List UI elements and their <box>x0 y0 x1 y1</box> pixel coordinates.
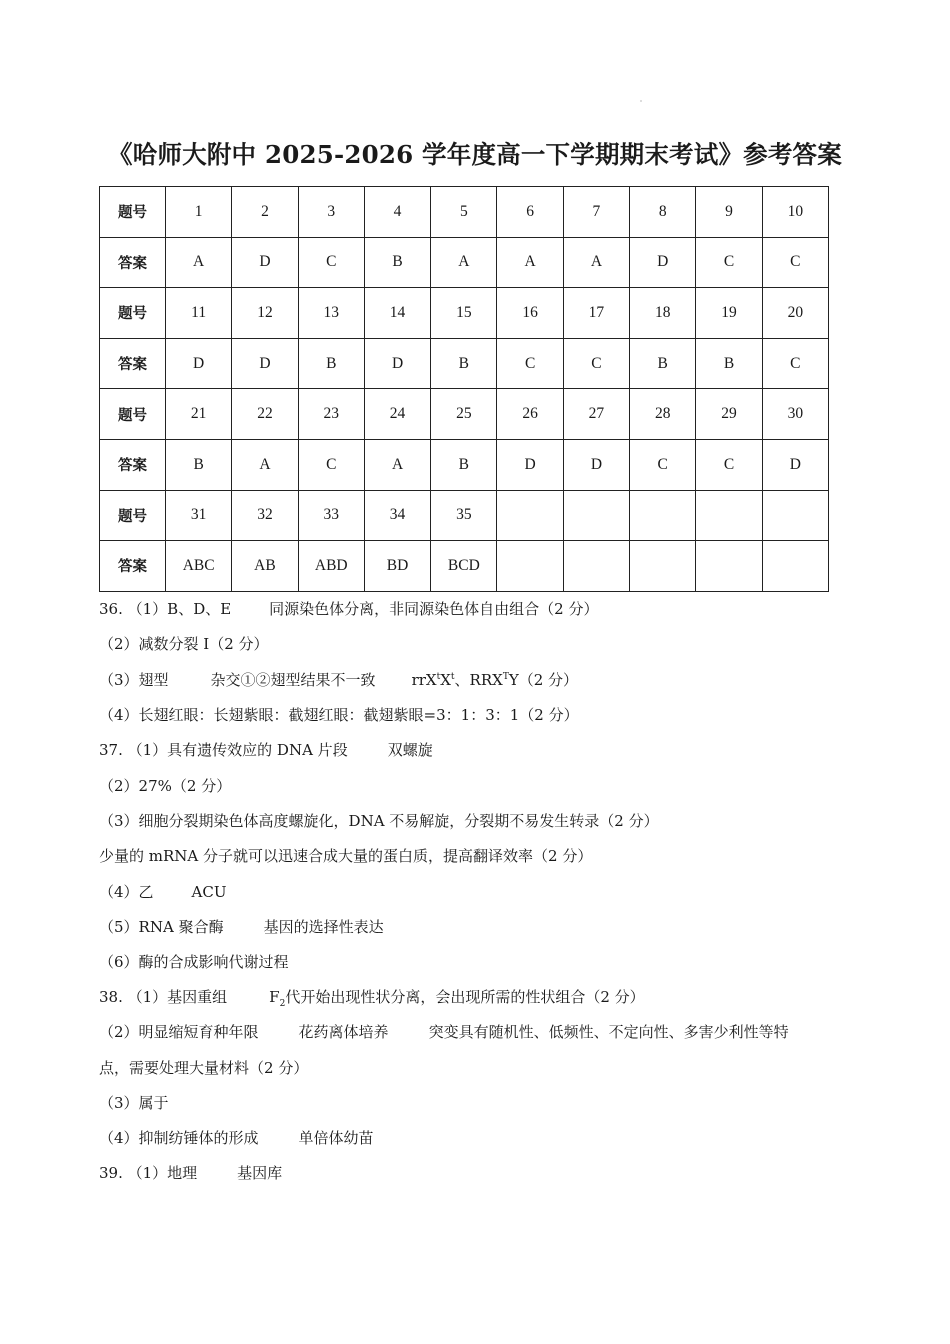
answer-cell: BCD <box>431 541 497 592</box>
answer-label-cell: 答案 <box>100 439 166 490</box>
number-cell <box>762 490 828 541</box>
number-cell: 20 <box>762 288 828 339</box>
number-cell: 7 <box>563 187 629 238</box>
answer-label-cell: 答案 <box>100 338 166 389</box>
answer-table <box>99 186 829 592</box>
answer-cell: ABD <box>298 541 364 592</box>
answer-cell: C <box>630 439 696 490</box>
q37-line-1: 37. （1）具有遗传效应的 DNA 片段 双螺旋 <box>99 741 433 759</box>
answer-cell: D <box>563 439 629 490</box>
answer-cell: D <box>762 439 828 490</box>
answer-cell: A <box>364 439 430 490</box>
q36-line-3: （3）翅型 杂交①②翅型结果不一致 $rrX^tX^t$、$RRX^TY(2$ 分） <box>99 671 579 689</box>
f2-generation: $F_2$代开始出现性状分离，会出现所需的性状组合（2 分） <box>269 988 645 1009</box>
number-cell: 35 <box>431 490 497 541</box>
answer-cell: B <box>298 338 364 389</box>
number-cell: 15 <box>431 288 497 339</box>
number-row <box>100 389 829 440</box>
number-cell: 14 <box>364 288 430 339</box>
number-cell: 19 <box>696 288 762 339</box>
q37-line-2: （2）27%（2 分） <box>99 777 232 795</box>
q38-line-4: （3）属于 <box>99 1094 169 1112</box>
number-cell: 11 <box>166 288 232 339</box>
answer-cell: C <box>696 439 762 490</box>
answer-cell: B <box>696 338 762 389</box>
number-cell: 10 <box>762 187 828 238</box>
genotype-formula: $rrX^tX^t$、$RRX^TY(2$ 分） <box>411 671 579 689</box>
answer-cell: B <box>431 439 497 490</box>
answer-cell: B <box>364 237 430 288</box>
answer-cell: D <box>630 237 696 288</box>
answer-cell: B <box>166 439 232 490</box>
answer-cell: C <box>563 338 629 389</box>
number-cell <box>696 490 762 541</box>
answer-cell: BD <box>364 541 430 592</box>
q36-line-2: （2）减数分裂 I（2 分） <box>99 635 269 653</box>
q37-line-4: 少量的 mRNA 分子就可以迅速合成大量的蛋白质，提高翻译效率（2 分） <box>99 847 593 865</box>
number-cell: 25 <box>431 389 497 440</box>
answer-cell: AB <box>232 541 298 592</box>
answer-cell: A <box>563 237 629 288</box>
number-cell: 1 <box>166 187 232 238</box>
answer-cell: C <box>497 338 563 389</box>
answer-cell: C <box>298 439 364 490</box>
answer-cell <box>497 541 563 592</box>
number-label-cell: 题号 <box>100 288 166 339</box>
answer-cell: C <box>696 237 762 288</box>
answer-cell <box>563 541 629 592</box>
scan-speck <box>640 100 642 102</box>
number-cell: 23 <box>298 389 364 440</box>
number-row <box>100 187 829 238</box>
number-cell: 21 <box>166 389 232 440</box>
number-cell: 22 <box>232 389 298 440</box>
answer-cell <box>696 541 762 592</box>
q39-line-1: 39. （1）地理 基因库 <box>99 1164 283 1182</box>
number-cell: 30 <box>762 389 828 440</box>
number-cell: 29 <box>696 389 762 440</box>
q36-line-1: 36. （1）B、D、E 同源染色体分离，非同源染色体自由组合（2 分） <box>99 600 599 618</box>
number-cell: 8 <box>630 187 696 238</box>
number-cell: 12 <box>232 288 298 339</box>
number-cell: 2 <box>232 187 298 238</box>
answer-cell <box>630 541 696 592</box>
number-cell: 18 <box>630 288 696 339</box>
number-cell: 33 <box>298 490 364 541</box>
number-cell: 9 <box>696 187 762 238</box>
answer-cell: C <box>762 237 828 288</box>
answer-row <box>100 338 829 389</box>
answer-cell: A <box>431 237 497 288</box>
number-cell <box>497 490 563 541</box>
number-row <box>100 288 829 339</box>
number-cell: 34 <box>364 490 430 541</box>
q38-line-3: 点，需要处理大量材料（2 分） <box>99 1059 309 1077</box>
answer-cell: D <box>232 237 298 288</box>
answer-cell: A <box>232 439 298 490</box>
answer-cell: B <box>630 338 696 389</box>
number-cell: 13 <box>298 288 364 339</box>
answer-row <box>100 541 829 592</box>
answer-cell: B <box>431 338 497 389</box>
q36-line-4: （4）长翅红眼：长翅紫眼：截翅红眼：截翅紫眼=3：1：3：1（2 分） <box>99 706 579 724</box>
number-cell: 3 <box>298 187 364 238</box>
answer-cell: A <box>497 237 563 288</box>
number-cell: 26 <box>497 389 563 440</box>
number-cell: 16 <box>497 288 563 339</box>
answer-cell: A <box>166 237 232 288</box>
q38-line-2: （2）明显缩短育种年限 花药离体培养 突变具有随机性、低频性、不定向性、多害少利性等特 <box>99 1023 789 1041</box>
q38-line-5: （4）抑制纺锤体的形成 单倍体幼苗 <box>99 1129 374 1147</box>
answer-cell: C <box>762 338 828 389</box>
number-label-cell: 题号 <box>100 389 166 440</box>
number-cell: 32 <box>232 490 298 541</box>
answer-cell: D <box>364 338 430 389</box>
q37-line-7: （6）酶的合成影响代谢过程 <box>99 953 289 971</box>
number-cell: 27 <box>563 389 629 440</box>
number-cell: 4 <box>364 187 430 238</box>
q37-line-5: （4）乙 ACU <box>99 883 227 901</box>
number-label-cell: 题号 <box>100 490 166 541</box>
answer-cell <box>762 541 828 592</box>
number-label-cell: 题号 <box>100 187 166 238</box>
answer-cell: D <box>497 439 563 490</box>
number-cell: 24 <box>364 389 430 440</box>
number-cell <box>630 490 696 541</box>
answer-row <box>100 439 829 490</box>
number-cell <box>563 490 629 541</box>
answer-cell: ABC <box>166 541 232 592</box>
q37-line-3: （3）细胞分裂期染色体高度螺旋化，DNA 不易解旋，分裂期不易发生转录（2 分） <box>99 812 659 830</box>
answer-row <box>100 237 829 288</box>
number-row <box>100 490 829 541</box>
answer-label-cell: 答案 <box>100 237 166 288</box>
answer-cell: C <box>298 237 364 288</box>
number-cell: 17 <box>563 288 629 339</box>
number-cell: 6 <box>497 187 563 238</box>
number-cell: 5 <box>431 187 497 238</box>
answer-label-cell: 答案 <box>100 541 166 592</box>
q37-line-6: （5）RNA 聚合酶 基因的选择性表达 <box>99 918 384 936</box>
answer-cell: D <box>232 338 298 389</box>
number-cell: 31 <box>166 490 232 541</box>
answer-cell: D <box>166 338 232 389</box>
q38-line-1: 38. （1）基因重组 $F_2$代开始出现性状分离，会出现所需的性状组合（2 分） <box>99 988 645 1009</box>
number-cell: 28 <box>630 389 696 440</box>
page-title: 《哈师大附中 2025-2026 学年度高一下学期期末考试》参考答案 <box>108 140 842 169</box>
